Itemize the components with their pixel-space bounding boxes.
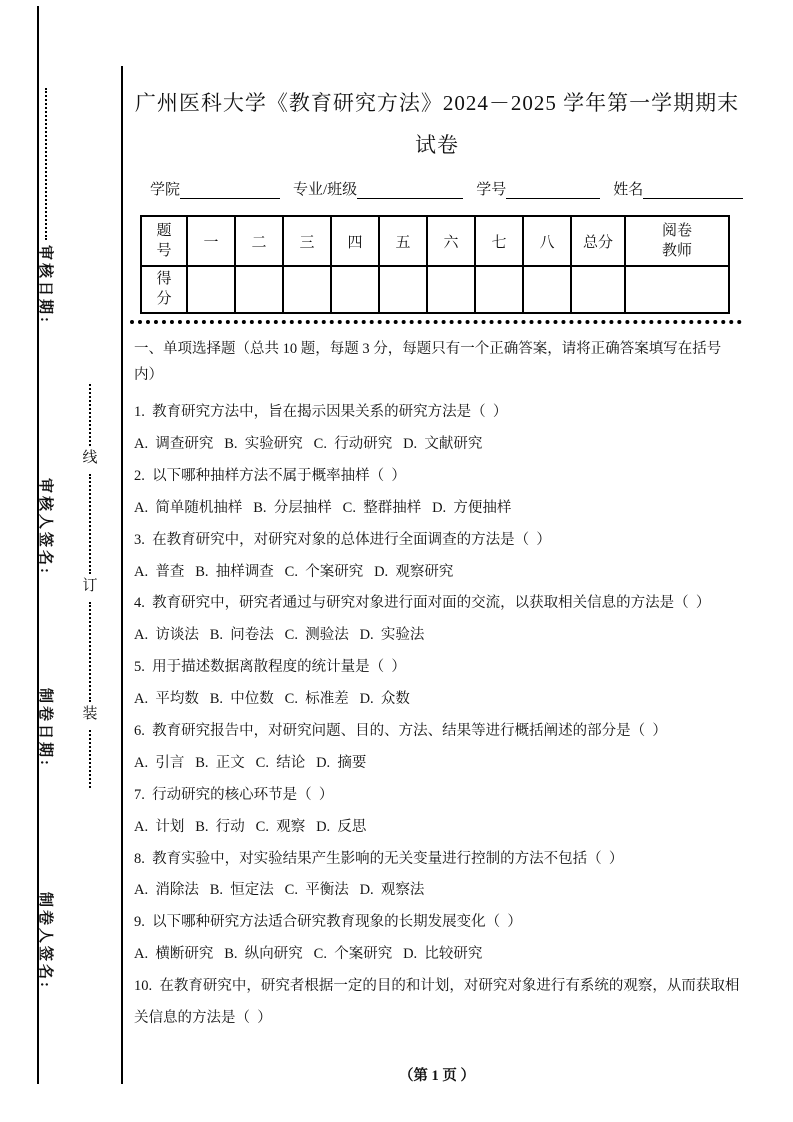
field-student-id [476,182,600,198]
score-cell-empty [187,266,235,313]
question-list [134,397,740,1035]
col-header-5: 五 [379,216,427,266]
total-score-header: 总分 [571,216,625,266]
col-header-8: 八 [523,216,571,266]
major-class-label: 专业/班级 [293,182,358,198]
exam-title: 广州医科大学《教育研究方法》2024－2025 学年第一学期期末试卷 [134,91,740,157]
score-table-header-row [141,216,729,266]
name-blank [643,182,743,199]
question-1 [134,397,740,461]
seal-dotted-line [45,88,47,240]
student-info-row [150,178,740,199]
binding-dotted-line [89,474,91,574]
question-text: 9. 以下哪种研究方法适合研究教育现象的长期发展变化（ ） [134,914,522,931]
question-options: A. 平均数 B. 中位数 C. 标准差 D. 众数 [134,691,410,708]
score-cell-empty [427,266,475,313]
reviewer-signature-label: 审核人签名: [37,478,53,576]
question-text: 10. 在教育研究中，研究者根据一定的目的和计划，对研究对象进行有系统的观察，从而获取相关信息的方法是（ ） [134,978,740,1027]
score-cell-empty [625,266,729,313]
question-text: 8. 教育实验中，对实验结果产生影响的无关变量进行控制的方法不包括（ ） [134,850,624,867]
paper-maker-signature-label: 制卷人签名: [37,892,53,990]
score-cell-empty [283,266,331,313]
question-text: 3. 在教育研究中，对研究对象的总体进行全面调查的方法是（ ） [134,531,551,548]
field-major-class [293,182,463,198]
question-options: A. 消除法 B. 恒定法 C. 平衡法 D. 观察法 [134,882,425,899]
col-header-1: 一 [187,216,235,266]
question-text: 6. 教育研究报告中，对研究问题、目的、方法、结果等进行概括阐述的部分是（ ） [134,723,667,740]
question-3 [134,525,740,589]
name-label: 姓名 [613,182,644,198]
col-header-2: 二 [235,216,283,266]
col-header-3: 三 [283,216,331,266]
exam-content [134,82,740,1035]
question-text: 5. 用于描述数据离散程度的统计量是（ ） [134,659,406,676]
page-number: （第 1 页 ） [398,1068,476,1084]
score-cell-empty [571,266,625,313]
score-cell-empty [331,266,379,313]
question-options: A. 简单随机抽样 B. 分层抽样 C. 整群抽样 D. 方便抽样 [134,499,512,516]
review-date-label: 审核日期: [37,245,53,325]
question-6 [134,716,740,780]
question-text: 4. 教育研究中，研究者通过与研究对象进行面对面的交流，以获取相关信息的方法是（ ） [134,595,711,612]
question-options: A. 计划 B. 行动 C. 观察 D. 反思 [134,818,367,835]
binding-char-xian: 线 [82,450,98,466]
score-cell-empty [379,266,427,313]
score-row-header: 得分 [141,266,187,313]
field-name [613,182,743,198]
grader-header: 阅卷教师 [625,216,729,266]
binding-dotted-line [89,602,91,702]
score-table-score-row [141,266,729,313]
question-options: A. 调查研究 B. 实验研究 C. 行动研究 D. 文献研究 [134,436,483,453]
student-id-label: 学号 [476,182,507,198]
score-cell-empty [235,266,283,313]
question-10 [134,971,740,1035]
margin-inner-line [121,66,123,1084]
question-options: A. 访谈法 B. 问卷法 C. 测验法 D. 实验法 [134,627,425,644]
college-label: 学院 [150,182,181,198]
question-options: A. 普查 B. 抽样调查 C. 个案研究 D. 观察研究 [134,563,454,580]
paper-made-date-label: 制卷日期: [37,688,53,768]
binding-dotted-line [89,730,91,788]
binding-char-zhuang: 装 [82,706,98,722]
binding-char-ding: 订 [82,578,98,594]
question-number-header: 题号 [141,216,187,266]
col-header-7: 七 [475,216,523,266]
question-options: A. 横断研究 B. 纵向研究 C. 个案研究 D. 比较研究 [134,946,483,963]
binding-dotted-line [89,384,91,446]
student-id-blank [506,182,600,199]
question-8 [134,844,740,908]
major-class-blank [357,182,463,199]
college-blank [180,182,280,199]
seal-separator-dotted-rule [130,320,742,324]
score-cell-empty [523,266,571,313]
col-header-6: 六 [427,216,475,266]
field-college [150,182,280,198]
question-5 [134,652,740,716]
score-cell-empty [475,266,523,313]
question-2 [134,461,740,525]
question-4 [134,588,740,652]
section-one-heading: 一、单项选择题（总共 10 题，每题 3 分，每题只有一个正确答案，请将正确答案填写在括号内） [134,340,722,384]
question-text: 2. 以下哪种抽样方法不属于概率抽样（ ） [134,467,406,484]
question-text: 7. 行动研究的核心环节是（ ） [134,786,334,803]
question-7 [134,780,740,844]
score-table [140,215,730,314]
question-9 [134,907,740,971]
question-options: A. 引言 B. 正文 C. 结论 D. 摘要 [134,754,367,771]
question-text: 1. 教育研究方法中，旨在揭示因果关系的研究方法是（ ） [134,404,508,421]
col-header-4: 四 [331,216,379,266]
